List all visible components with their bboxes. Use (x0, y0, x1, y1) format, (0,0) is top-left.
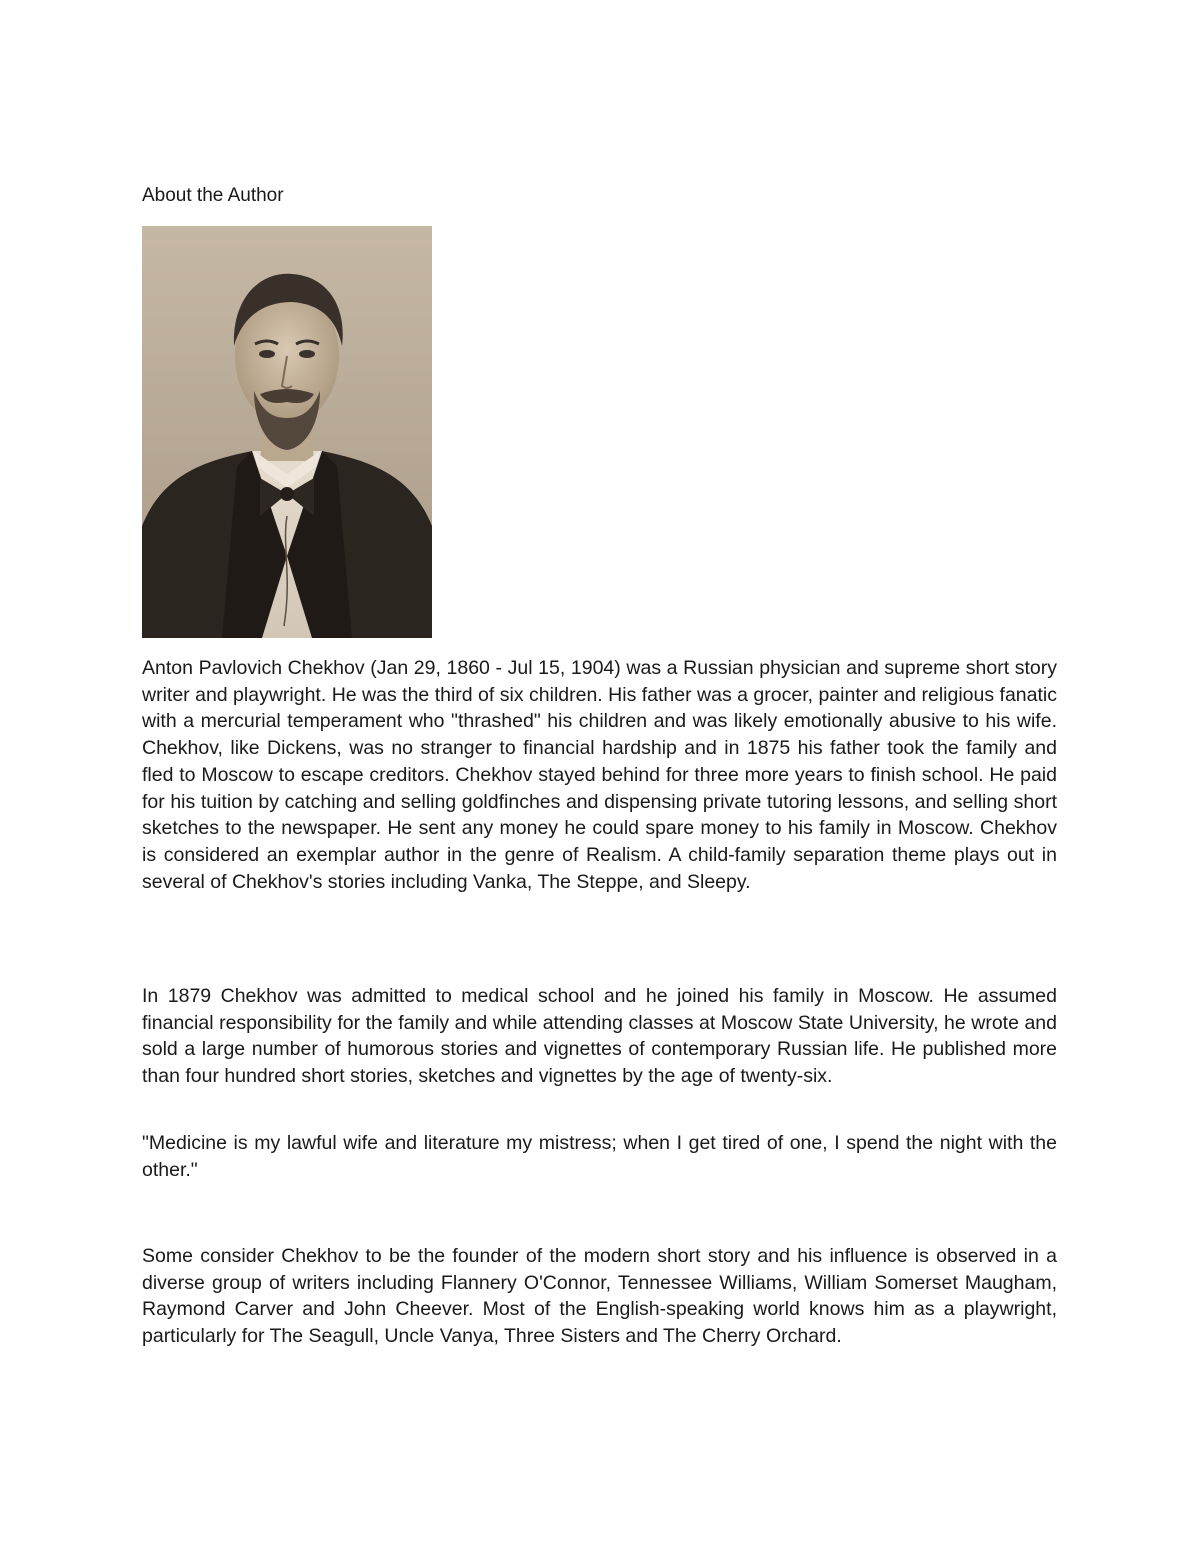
paragraph-biography: Anton Pavlovich Chekhov (Jan 29, 1860 - Jul 15, 1904) was a Russian physician and supreme short story writer and playwright. He was the third of six children. His father was a grocer, painter and religious fanatic with a mercurial temperament who "thrashed" his children and was likely emotionally abusive to his wife. Chekhov, like Dickens, was no stranger to financial hardship and in 1875 his father took the family and fled to Moscow to escape creditors. Chekhov stayed behind for three more years to finish school. He paid for his tuition by catching and selling goldfinches and dispensing private tutoring lessons, and selling short sketches to the newspaper. He sent any money he could spare money to his family in Moscow. Chekhov is considered an exemplar author in the genre of Realism. A child-family separation theme plays out in several of Chekhov's stories including Vanka, The Steppe, and Sleepy. (142, 657, 1057, 893)
paragraph-legacy: Some consider Chekhov to be the founder of the modern short story and his influence is observed in a diverse group of writers including Flannery O'Connor, Tennessee Williams, William Somerset Maugham, Raymond Carver and John Cheever. Most of the English-speaking world knows him as a playwright, particularly for The Seagull, Uncle Vanya, Three Sisters and The Cherry Orchard. (142, 1245, 1057, 1348)
page-title: About the Author (142, 185, 284, 206)
author-portrait (142, 226, 432, 638)
paragraph-quote: "Medicine is my lawful wife and literature my mistress; when I get tired of one, I spend the night with the other." (142, 1132, 1057, 1181)
paragraph-medical-school: In 1879 Chekhov was admitted to medical school and he joined his family in Moscow. He assumed financial responsibility for the family and while attending classes at Moscow State University, he wrote and sold a large number of humorous stories and vignettes of contemporary Russian life. He published more than four hundred short stories, sketches and vignettes by the age of twenty-six. (142, 985, 1057, 1088)
